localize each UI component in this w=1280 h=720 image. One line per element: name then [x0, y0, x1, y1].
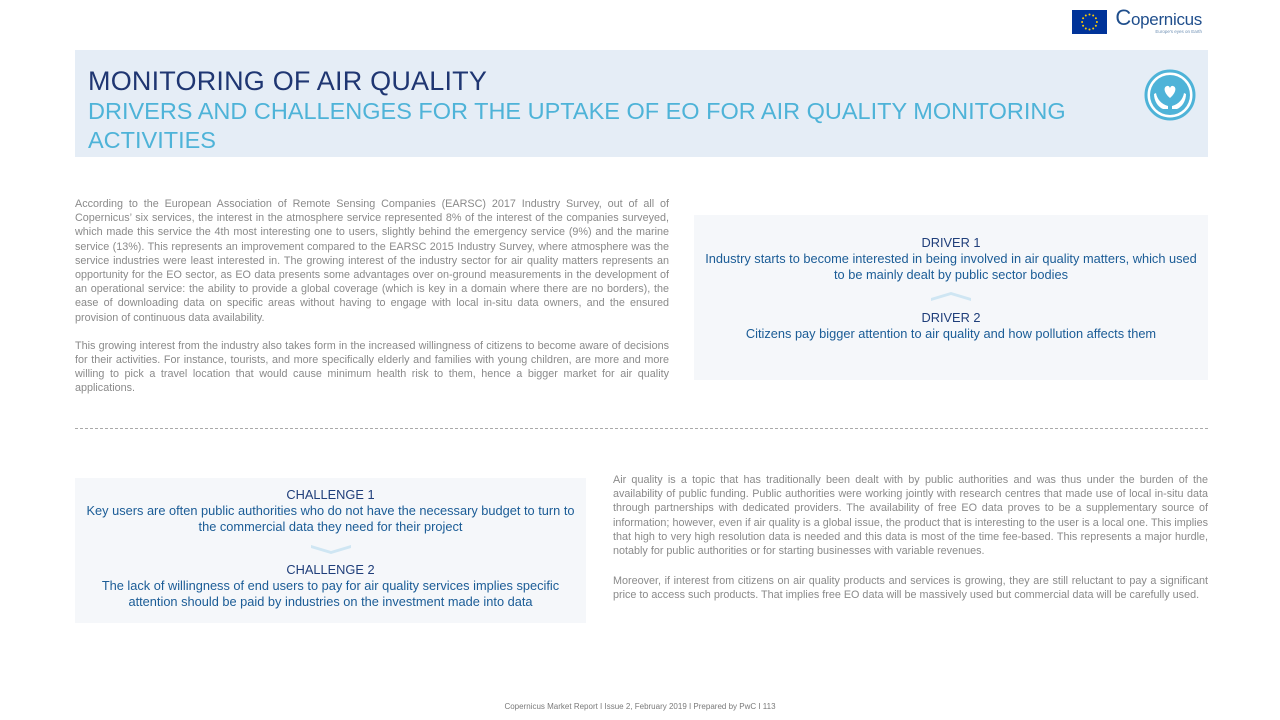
copernicus-initial: C: [1115, 5, 1131, 30]
page-footer: Copernicus Market Report I Issue 2, February 2019 I Prepared by PwC I 113: [504, 702, 776, 711]
intro-text-block: [75, 197, 669, 396]
challenges-box: [75, 478, 586, 623]
intro-paragraph-2: This growing interest from the industry also takes form in the increased willingness of citizens to become aware of decisions for their activities. For instance, tourists, and more specifically elderly and families with young children, are more and more willing to pick a travel location that would cause minimum health risk to them, hence a bigger market for air quality applications.: [75, 339, 669, 395]
challenge-1-heading: CHALLENGE 1: [286, 487, 375, 502]
challenge-2-text: The lack of willingness of end users to pay for air quality services implies specific attention should be paid by industries on the investment made into data: [101, 578, 560, 609]
driver-2-heading: DRIVER 2: [921, 310, 981, 325]
driver-2-text: Citizens pay bigger attention to air quality and how pollution affects them: [745, 326, 1157, 341]
intro-paragraph-1: According to the European Association of Remote Sensing Companies (EARSC) 2017 Industry Survey, out of all of Copernicus’ six services, the interest in the atmosphere service represented 8% of the interest of the companies surveyed, which made this service the 4th most interesting one to users, slightly behind the emergency service (9%) and the marine service (13%). This represents an improvement compared to the EARSC 2015 Industry Survey, where atmosphere was the service industries were least interested in. The growing interest of the industry sector for air quality matters represents an opportunity for the EO sector, as EO data presents some advantages over on-ground measurements in the development of an operational service: the ability to provide a global coverage (which is key in a domain where there are no borders), the ease of downloading data on specific areas without having to engage with local in-situ data owners, and the ensured provision of continuous data availability.: [75, 198, 669, 324]
heart-hands-icon: [1144, 69, 1196, 121]
context-paragraph-2: Moreover, if interest from citizens on air quality products and services is growing, they are still reluctant to pay a significant price to access such products. That implies free EO data will be massively used but commercial data will be carefully used.: [613, 575, 1208, 602]
challenge-2: [75, 562, 586, 610]
context-text-block: [613, 473, 1208, 603]
drivers-box: [694, 215, 1208, 380]
driver-1: [694, 215, 1208, 283]
challenge-2-heading: CHALLENGE 2: [286, 562, 375, 577]
eu-flag-icon: [1072, 10, 1107, 34]
title-band: [75, 50, 1208, 157]
driver-1-text: Industry starts to become interested in being involved in air quality matters, which used to be mainly dealt by public sector bodies: [705, 251, 1197, 282]
header-logos: [1072, 5, 1202, 34]
chevron-up-icon: [929, 292, 973, 302]
challenge-1: [75, 478, 586, 535]
page-title: MONITORING OF AIR QUALITY: [88, 66, 488, 96]
driver-1-heading: DRIVER 1: [921, 235, 981, 250]
page-subtitle: DRIVERS AND CHALLENGES FOR THE UPTAKE OF EO FOR AIR QUALITY MONITORING ACTIVITIES: [88, 98, 1066, 153]
driver-2: [694, 310, 1208, 342]
copernicus-logo: [1115, 5, 1202, 34]
challenge-1-text: Key users are often public authorities who do not have the necessary budget to turn to the commercial data they need for their project: [86, 503, 575, 534]
section-divider: [75, 428, 1208, 429]
context-paragraph-1: Air quality is a topic that has traditionally been dealt with by public authorities and was thus under the burden of the availability of public funding. Public authorities were working jointly with research centres that made use of local in-situ data through partnerships with dedicated providers. The availability of free EO data proves to be a supplementary source of information; however, even if air quality is a global issue, the product that is interesting to the user is a local one. This implies that high to very high resolution data is needed and this data is most of the time fee-based. This represents a major hurdle, notably for public authorities or for starting businesses with variable revenues.: [613, 474, 1208, 558]
copernicus-tagline: Europe's eyes on Earth: [1155, 29, 1202, 34]
copernicus-name: opernicus: [1130, 10, 1202, 29]
chevron-down-icon: [309, 544, 353, 554]
